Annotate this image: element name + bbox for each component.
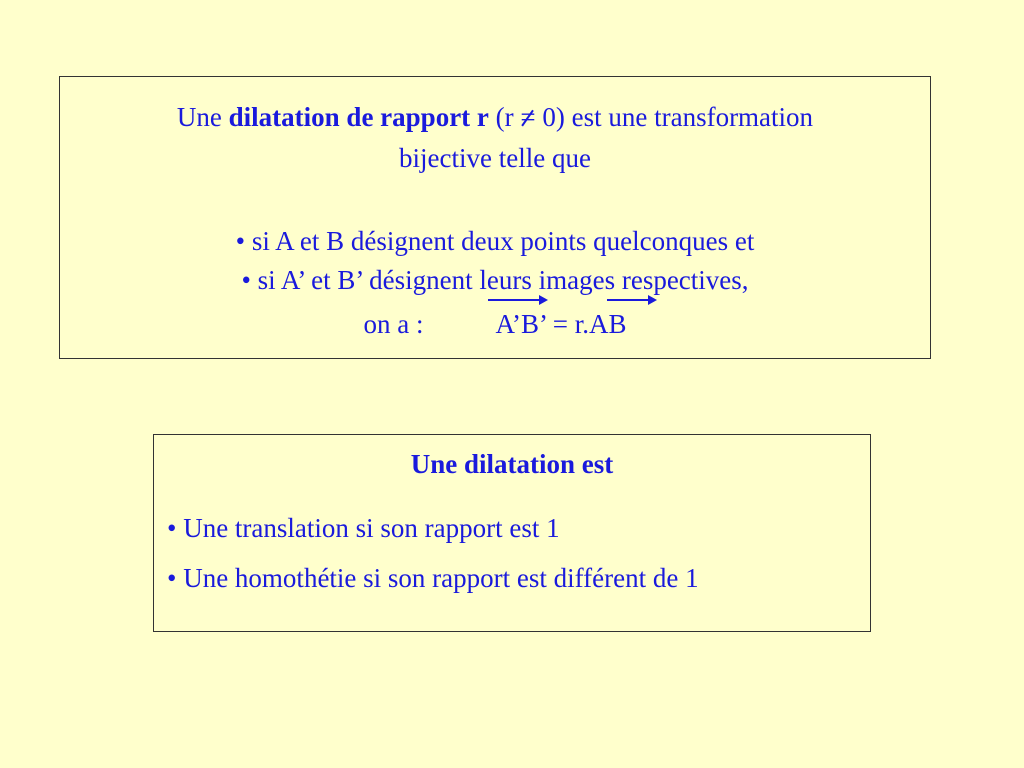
case-homothetie: • Une homothétie si son rapport est différent de 1 bbox=[167, 563, 699, 593]
definition-rest: 0) est une transformation bbox=[535, 102, 814, 132]
definition-line-2: bijective telle que bbox=[399, 143, 591, 173]
case-translation: • Une translation si son rapport est 1 bbox=[167, 513, 560, 543]
definition-bullet-1: • si A et B désignent deux points quelconques et bbox=[235, 226, 755, 256]
vector-arrow-ab bbox=[607, 299, 655, 301]
definition-term: dilatation de rapport r bbox=[228, 102, 489, 132]
not-equal-sign: = bbox=[520, 102, 536, 132]
vector-arrow-ab-prime bbox=[488, 299, 546, 301]
dilatation-cases-box bbox=[153, 434, 871, 632]
definition-box bbox=[59, 76, 931, 359]
definition-line-1 bbox=[60, 102, 930, 132]
formula-line bbox=[60, 309, 930, 339]
formula-lhs: on a : bbox=[363, 309, 424, 339]
definition-bullet-2: • si A’ et B’ désignent leurs images respectives, bbox=[241, 265, 749, 295]
formula-rhs: A’B’ = r.AB bbox=[495, 309, 627, 339]
definition-paren: (r bbox=[488, 102, 521, 132]
cases-title: Une dilatation est bbox=[410, 449, 614, 479]
definition-prefix: Une bbox=[176, 102, 229, 132]
